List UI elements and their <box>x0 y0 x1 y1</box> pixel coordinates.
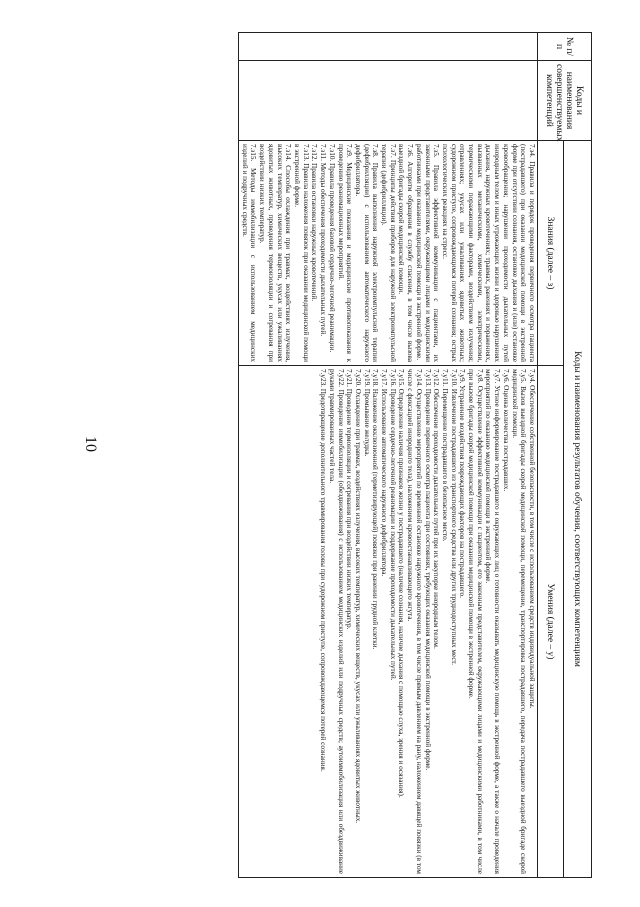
skill-item: 7.у10. Извлечение пострадавшего из транспортного средства или других труднодоступных мест. <box>449 369 458 665</box>
header-number: № п/п <box>538 33 592 61</box>
skill-item: 7.у13. Проведение первичного осмотра пациента при состояниях, требующих оказания медицинской помощи в экстренной форме. <box>423 369 432 771</box>
skill-item: 7.у7. Устное информирование пострадавшего и окружающих лиц о готовности оказывать медицинскую помощь в экстренной форме, а также о начале проведения мероприятий по оказанию медицинской помощи в экстренной форме. <box>484 369 502 874</box>
competencies-table <box>238 32 592 878</box>
knowledge-item: 7.з11. Методы обеспечения проходимости дыхательных путей. <box>319 144 328 337</box>
skill-item: 7.у18. Наложение окклюзионной (герметизирующей) повязки при ранении грудной клетки. <box>371 369 380 650</box>
skill-item: 7.у6. Оценка количества пострадавших. <box>501 369 510 492</box>
knowledge-item: 7.з5. Правила эффективной коммуникации с пациентами, их законными представителями, окружающими лицами и медицинскими работниками при оказании медицинской помощи в экстренной форме. <box>414 144 441 362</box>
header-competence-codes: Коды и наименования совершенствуемых компетенций <box>538 61 592 141</box>
knowledge-item: 7.з9. Медицинские показания и медицинские противопоказания к проведению реанимационных мероприятий. <box>336 144 354 362</box>
rotated-page-content <box>102 32 592 877</box>
knowledge-item: 7.з7. Принципы действия приборов для наружной электроимпульсной терапии (дефибрилляции). <box>380 144 397 362</box>
knowledge-item: 7.з10. Правила проведения базовой сердечно-легочной реанимации. <box>327 144 336 353</box>
skill-item: 7.у5. Вызов выездной бригады скорой медицинской помощи, перемещение, транспортировка пострадавшего, передача пострадавшего выездной бригаде скорой медицинской помощи. <box>510 369 528 874</box>
cell-competence-code <box>239 61 538 141</box>
skill-item: 7.у19. Промывание желудка. <box>362 369 371 457</box>
header-skills: Умения (далее – у) <box>538 366 564 878</box>
knowledge-item: 7.з13. Правила наложения повязок при оказании медицинской помощи в экстренной форме. <box>293 144 310 362</box>
skill-item: 7.у17. Использование автоматического наружного дефибриллятора. <box>380 369 389 577</box>
skill-item: 7.у9. Устранение воздействия повреждающих факторов на пострадавшего. <box>458 369 467 598</box>
skill-item: 7.у11. Перемещение пострадавшего в безопасное место. <box>440 369 449 542</box>
skill-item: 7.у21. Проведение термоизоляции и согревания при воздействии низких температур. <box>345 369 354 630</box>
skill-item: 7.у22. Проведение иммобилизации (обездвиживания) с использованием медицинских изделий или подручных средств; аутоиммобилизация или обездвиживание руками травмированных частей тела. <box>327 369 345 874</box>
skill-item: 7.у15. Определение наличия признаков жизни у пострадавшего (наличие сознания, наличие дыхания с помощью слуха, зрения и осязания). <box>397 369 406 798</box>
skill-item: 7.у20. Охлаждение при травмах, воздействиях излучения, высоких температур, химических веществ, укусах или ужаливаниях ядовитых животных. <box>353 369 362 824</box>
skill-item: 7.у4. Обеспечение собственной безопасности, в том числе с использованием средств индивидуальной защиты. <box>528 369 536 709</box>
skill-item: 7.у16. Проведение сердечно-легочной реанимации и поддержание проходимости дыхательных путей. <box>388 369 397 681</box>
page-number: 10 <box>82 436 99 452</box>
skill-item: 7.у14. Осуществление мероприятий по временной остановке наружного кровотечения, в том числе прямым давлением на рану, наложением давящей повязки (в том числе с фиксацией инородного тела), наложением кровоостанавливающего жгута. <box>406 369 423 874</box>
cell-number <box>239 33 538 61</box>
knowledge-item: 7.з8. Правила выполнения наружной электроимпульсной терапии (дефибрилляции) с использованием автоматического наружного дефибриллятора. <box>353 144 380 362</box>
skill-item: 7.у23. Предотвращение дополнительного травмирования головы при судорожном приступе, сопровождающемся потерей сознания. <box>319 369 328 772</box>
knowledge-list <box>239 141 538 366</box>
knowledge-item: 7.з6. Алгоритм обращения в службу спасения, в том числе вызова выездной бригады скорой медицинской помощи. <box>397 144 415 362</box>
knowledge-item: 7.з12. Правила остановки наружных кровотечений. <box>310 144 319 302</box>
skills-list <box>239 366 538 878</box>
skill-item: 7.у8. Осуществление эффективной коммуникации с пациентом, его законным представителем, окружающими лицами и медицинскими работниками, в том числе при вызове бригады скорой медицинской помощи при оказании медицинской помощи в экстренной форме. <box>467 369 484 874</box>
knowledge-item: 7.з15. Методы иммобилизации с использованием медицинских изделий и подручных средств. <box>240 144 258 362</box>
header-knowledge: Знания (далее – з) <box>538 141 564 366</box>
knowledge-item: 7.з4. Правила и порядок проведения первичного осмотра пациента (пострадавшего) при оказании медицинской помощи в экстренной форме при отсутствии сознания, остановке дыхания и (или) остановке кровообращения; нарушении проходимости дыхательных путей инородным телом и иных угрожающих жизни и здоровью нарушениях дыхания, наружных кровотечениях; травмах, ранениях и поражениях, вызванных механическими, химическими, электрическими, термическими поражающими факторами, воздействием излучения; отравлениях; укусах или ужаливаниях ядовитых животных; судорожном приступе, сопровождающимся потерей сознания; острых психологических реакциях на стресс. <box>440 144 536 362</box>
skill-item: 7.у12. Обеспечение проходимости дыхательных путей при их закупорке инородным телом. <box>432 369 441 649</box>
header-learning-results: Коды и наименования результатов обучения, соответствующих компетенциям <box>564 141 592 878</box>
knowledge-item: 7.з14. Способы охлаждения при травмах, воздействиях излучения, высоких температур, химических веществ, укусах или ужаливаниях ядовитых животных, проведения термоизоляции и согревания при воздействии низких температур. <box>258 144 293 362</box>
